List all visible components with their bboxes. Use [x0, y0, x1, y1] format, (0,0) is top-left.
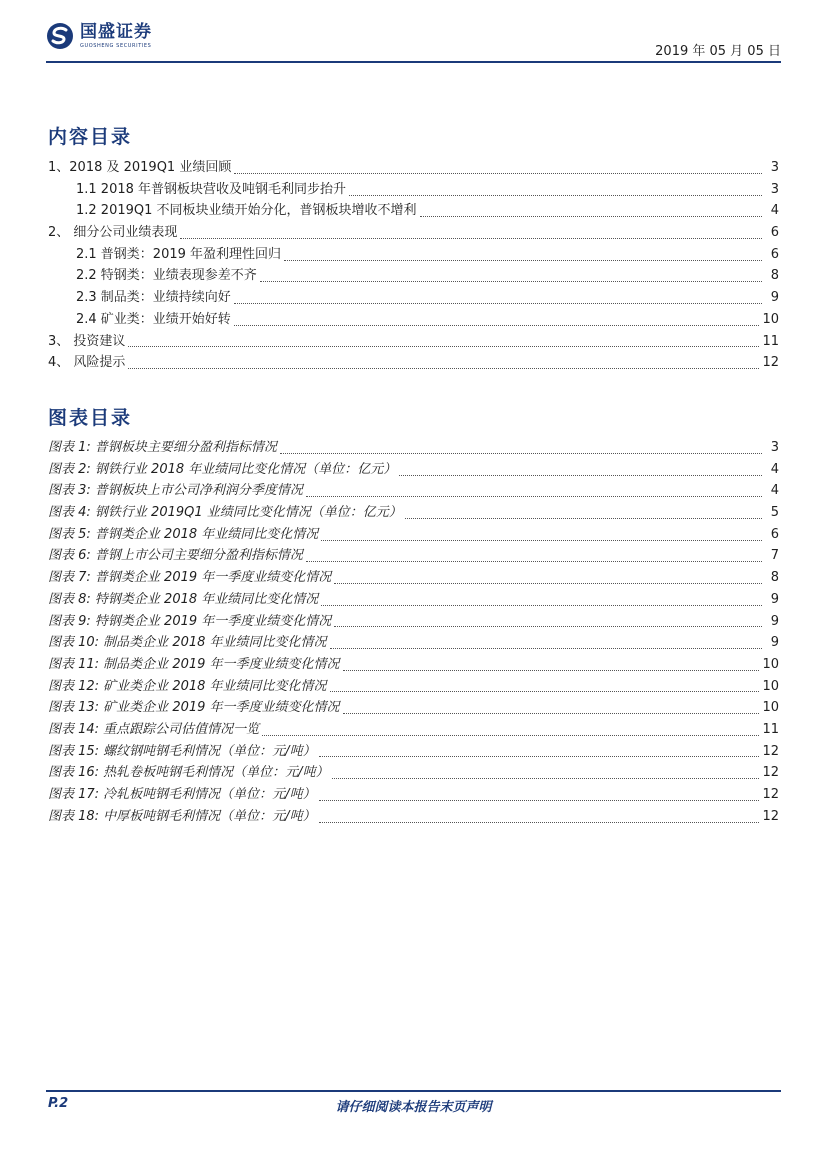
entry-label: 图表 14: 重点跟踪公司估值情况一览 [48, 721, 260, 737]
dot-leader [262, 734, 759, 736]
entry-label: 图表 16: 热轧卷板吨钢毛利情况（单位：元/吨） [48, 765, 329, 781]
figure-entry[interactable] [48, 589, 779, 611]
entry-page-number: 12 [762, 787, 779, 802]
figure-entry[interactable] [48, 480, 779, 502]
dot-leader [321, 604, 762, 606]
dot-leader [330, 690, 760, 692]
figure-entry[interactable] [48, 741, 779, 763]
figure-entry[interactable] [48, 611, 779, 633]
entry-page-number: 9 [770, 635, 779, 651]
figure-entry[interactable] [48, 567, 779, 589]
entry-label: 1、2018 及 2019Q1 业绩回顾 [48, 160, 232, 175]
entry-label: 2.1 普钢类：2019 年盈利理性回归 [76, 246, 282, 262]
logo-chinese-name: 国盛证券 [80, 22, 152, 42]
entry-label: 4、 风险提示 [48, 355, 126, 371]
entry-label: 图表 11: 制品类企业 2019 年一季度业绩变化情况 [48, 656, 340, 672]
entry-label: 图表 7: 普钢类企业 2019 年一季度业绩变化情况 [48, 570, 332, 586]
footer-disclaimer: 请仔细阅读本报告末页声明 [335, 1100, 492, 1115]
entry-label: 图表 9: 特钢类企业 2019 年一季度业绩变化情况 [48, 613, 332, 629]
figure-list-title: 图表目录 [48, 407, 133, 429]
entry-page-number: 9 [770, 290, 779, 306]
figure-entry[interactable] [48, 762, 779, 784]
figure-entry[interactable] [48, 784, 779, 806]
entry-label: 3、 投资建议 [48, 333, 126, 349]
dot-leader [405, 517, 762, 519]
entry-page-number: 11 [762, 721, 779, 737]
entry-page-number: 12 [762, 765, 779, 781]
toc-title: 内容目录 [48, 126, 133, 148]
entry-label: 2.4 矿业类：业绩开始好转 [76, 311, 231, 327]
dot-leader [234, 302, 762, 304]
figure-entry[interactable] [48, 719, 779, 741]
page-number: P.2 [48, 1096, 69, 1111]
guosheng-logo-icon [46, 22, 74, 50]
figure-entry[interactable] [48, 806, 779, 828]
header-divider [46, 61, 781, 63]
dot-leader [284, 259, 762, 261]
page-header [46, 20, 781, 60]
figure-entry[interactable] [48, 502, 779, 524]
dot-leader [343, 712, 760, 714]
entry-page-number: 3 [770, 181, 779, 197]
entry-label: 图表 17: 冷轧板吨钢毛利情况（单位：元/吨） [48, 787, 316, 802]
entry-label: 图表 12: 矿业类企业 2018 年业绩同比变化情况 [48, 678, 327, 694]
entry-page-number: 8 [770, 570, 779, 586]
entry-label: 2.3 制品类：业绩持续向好 [76, 290, 231, 306]
entry-page-number: 12 [762, 808, 779, 824]
entry-label: 1.1 2018 年普钢板块营收及吨钢毛利同步抬升 [76, 181, 347, 197]
dot-leader [180, 237, 762, 239]
footer-divider [46, 1090, 781, 1092]
dot-leader [332, 777, 760, 779]
entry-page-number: 3 [770, 160, 779, 175]
dot-leader [260, 280, 762, 282]
dot-leader [319, 821, 760, 823]
toc-entry[interactable] [48, 287, 779, 309]
figure-entry[interactable] [48, 437, 779, 459]
entry-page-number: 6 [770, 225, 779, 241]
entry-label: 图表 2: 钢铁行业 2018 年业绩同比变化情况（单位：亿元） [48, 461, 397, 477]
entry-label: 2、 细分公司业绩表现 [48, 225, 178, 241]
entry-label: 图表 1: 普钢板块主要细分盈利指标情况 [48, 440, 277, 455]
table-of-contents [48, 157, 779, 374]
entry-page-number: 9 [770, 613, 779, 629]
entry-label: 图表 8: 特钢类企业 2018 年业绩同比变化情况 [48, 591, 319, 607]
dot-leader [334, 625, 762, 627]
figure-entry[interactable] [48, 697, 779, 719]
entry-page-number: 4 [770, 203, 779, 219]
entry-page-number: 9 [770, 591, 779, 607]
dot-leader [128, 367, 759, 369]
entry-page-number: 10 [762, 311, 779, 327]
entry-page-number: 3 [770, 440, 779, 455]
entry-page-number: 10 [762, 656, 779, 672]
dot-leader [319, 799, 760, 801]
entry-label: 图表 10: 制品类企业 2018 年业绩同比变化情况 [48, 635, 327, 651]
report-date: 2019 年 05 月 05 日 [655, 44, 781, 59]
entry-label: 图表 6: 普钢上市公司主要细分盈利指标情况 [48, 548, 303, 564]
entry-page-number: 4 [770, 483, 779, 499]
toc-entry[interactable] [48, 309, 779, 331]
entry-page-number: 7 [770, 548, 779, 564]
figure-entry[interactable] [48, 459, 779, 481]
toc-entry[interactable] [48, 179, 779, 201]
entry-label: 图表 18: 中厚板吨钢毛利情况（单位：元/吨） [48, 808, 316, 824]
toc-entry[interactable] [48, 222, 779, 244]
entry-page-number: 4 [770, 461, 779, 477]
entry-page-number: 11 [762, 333, 779, 349]
dot-leader [321, 539, 762, 541]
entry-label: 图表 13: 矿业类企业 2019 年一季度业绩变化情况 [48, 700, 340, 716]
toc-entry[interactable] [48, 352, 779, 374]
toc-entry[interactable] [48, 157, 779, 179]
entry-label: 图表 4: 钢铁行业 2019Q1 业绩同比变化情况（单位：亿元） [48, 505, 402, 521]
entry-page-number: 12 [762, 743, 779, 759]
dot-leader [306, 495, 762, 497]
figure-entry[interactable] [48, 545, 779, 567]
dot-leader [234, 172, 762, 174]
entry-page-number: 8 [770, 268, 779, 284]
entry-page-number: 5 [770, 505, 779, 521]
dot-leader [399, 474, 762, 476]
entry-page-number: 6 [770, 526, 779, 542]
toc-entry[interactable] [48, 331, 779, 353]
entry-label: 2.2 特钢类：业绩表现参差不齐 [76, 268, 257, 284]
toc-entry[interactable] [48, 200, 779, 222]
dot-leader [420, 215, 762, 217]
figure-entry[interactable] [48, 632, 779, 654]
figure-entry[interactable] [48, 676, 779, 698]
dot-leader [128, 345, 759, 347]
dot-leader [280, 452, 762, 454]
dot-leader [319, 755, 760, 757]
figure-entry[interactable] [48, 524, 779, 546]
entry-page-number: 12 [762, 355, 779, 371]
figure-entry[interactable] [48, 654, 779, 676]
entry-label: 图表 5: 普钢类企业 2018 年业绩同比变化情况 [48, 526, 319, 542]
entry-label: 1.2 2019Q1 不同板块业绩开始分化，普钢板块增收不增利 [76, 203, 417, 219]
dot-leader [349, 194, 762, 196]
figure-list [48, 437, 779, 827]
dot-leader [306, 560, 762, 562]
toc-entry[interactable] [48, 244, 779, 266]
dot-leader [343, 669, 760, 671]
company-logo [46, 22, 152, 50]
dot-leader [334, 582, 762, 584]
dot-leader [234, 324, 760, 326]
entry-page-number: 10 [762, 678, 779, 694]
entry-page-number: 10 [762, 700, 779, 716]
entry-label: 图表 15: 螺纹钢吨钢毛利情况（单位：元/吨） [48, 743, 316, 759]
logo-english-name: GUOSHENG SECURITIES [80, 43, 152, 49]
entry-page-number: 6 [770, 246, 779, 262]
toc-entry[interactable] [48, 265, 779, 287]
entry-label: 图表 3: 普钢板块上市公司净利润分季度情况 [48, 483, 303, 499]
dot-leader [330, 647, 762, 649]
